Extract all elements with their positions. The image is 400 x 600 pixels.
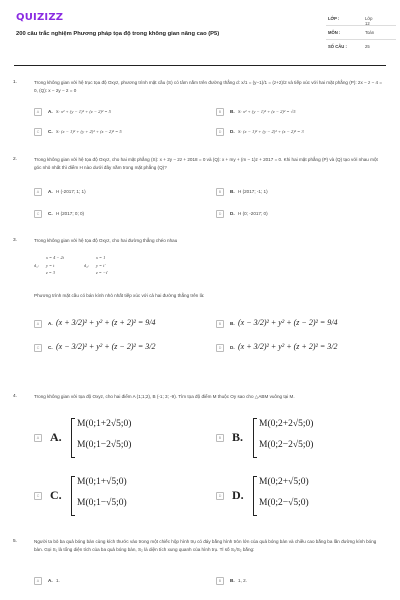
option-a[interactable] (34, 316, 204, 332)
option-line-1: M(0;1+√5;0) (77, 477, 127, 487)
option-letter: A. (48, 577, 53, 583)
option-checkbox[interactable]: B (216, 434, 224, 442)
quizizz-logo: QUIZIZZ (16, 12, 64, 23)
option-bracket (71, 476, 75, 516)
option-letter: A. (50, 430, 62, 444)
question-text: Trong không gian với tọa độ Oxyz, cho hai điểm A (1;1;2), B (-1; 3; -9). Tìm tọa độ điểm M thuộc Oy sao cho △ABM vuông tại M. (34, 394, 295, 399)
option-checkbox[interactable]: D (216, 344, 224, 352)
meta-divider (326, 39, 396, 40)
option-text: H (0; -2017; 0) (238, 210, 268, 216)
option-bracket (253, 418, 257, 458)
line-d1-system (34, 254, 64, 277)
line-d2-system (84, 254, 114, 277)
option-checkbox[interactable]: D (216, 210, 224, 218)
option-bracket (253, 476, 257, 516)
meta-divider (326, 25, 396, 26)
option-c[interactable] (34, 340, 204, 356)
option-d[interactable] (216, 474, 386, 518)
d1-name: d₁: (34, 262, 39, 268)
d2-eq-y: y = t' (96, 262, 106, 268)
option-checkbox[interactable]: C (34, 344, 42, 352)
d1-eq-z: z = 3 (46, 270, 56, 276)
option-formula: (x + 3/2)² + y² + (z + 2)² = 9/4 (56, 318, 156, 327)
option-bracket (71, 418, 75, 458)
option-formula: (x − 3/2)² + y² + (z − 2)² = 3/2 (56, 342, 156, 351)
meta-subject-label: MÔN : (328, 30, 341, 35)
option-letter: B. (230, 188, 235, 194)
option-letter: A. (48, 108, 53, 114)
option-d[interactable] (216, 208, 386, 219)
option-checkbox[interactable]: C (34, 210, 42, 218)
option-letter: C. (48, 128, 53, 134)
option-checkbox[interactable]: C (34, 128, 42, 136)
header-rule (14, 65, 386, 66)
option-checkbox[interactable]: B (216, 320, 224, 328)
option-letter: A. (48, 188, 53, 194)
option-letter: C. (48, 210, 53, 216)
question-number: 4. (13, 394, 18, 399)
option-b[interactable] (216, 316, 386, 332)
option-checkbox[interactable]: A (34, 188, 42, 196)
option-text: H (-2017; 1; 1) (56, 188, 86, 194)
option-checkbox[interactable]: B (216, 108, 224, 116)
option-line-2: M(0;2−2√5;0) (259, 440, 314, 450)
option-checkbox[interactable]: A (34, 577, 42, 585)
d2-name: d₂: (84, 262, 89, 268)
d2-eq-z: z = −t' (96, 270, 108, 276)
option-text: S: (x − 1)² + (y − 2)² + (z − 2)² = 3 (238, 128, 304, 134)
meta-class-value: Lớp 12 (365, 16, 373, 26)
d1-eq-y: y = t (46, 262, 55, 268)
meta-class-label: LỚP : (328, 16, 340, 21)
option-text: 1. (56, 577, 60, 583)
option-line-2: M(0;2−√5;0) (259, 498, 309, 508)
option-checkbox[interactable]: D (216, 492, 224, 500)
option-line-2: M(0;1−√5;0) (77, 498, 127, 508)
option-letter: B. (232, 430, 244, 444)
option-b[interactable] (216, 106, 386, 117)
question-text: Trong không gian với hệ trục tọa độ Oxyz, phương trình mặt cầu (S) có tâm nằm trên đường thẳng d: x/1 = (y−1)/1 = (z+2)/2 và tiếp xúc với hai mặt phẳng (P): 2x − z − 4 = 0, (Q): x − 2y − 2 = 0 (34, 80, 383, 93)
page-header (0, 0, 400, 68)
option-d[interactable] (216, 126, 386, 137)
option-letter: C. (48, 345, 53, 350)
option-letter: B. (230, 108, 235, 114)
option-letter: A. (48, 321, 53, 326)
meta-count-value: 25 (365, 44, 370, 49)
meta-count-label: SỐ CÂU : (328, 44, 347, 49)
option-text: S: (x − 1)² + (y + 2)² + (z − 2)² = 5 (56, 128, 122, 134)
question-subtext: Phương trình mặt cầu có bán kính nhỏ nhất tiếp xúc với cả hai đường thẳng trên là: (34, 293, 205, 298)
option-c[interactable] (34, 126, 204, 137)
option-checkbox[interactable]: A (34, 434, 42, 442)
d2-eq-x: x = 1 (96, 255, 106, 260)
option-letter: B. (230, 577, 235, 583)
option-checkbox[interactable]: D (216, 128, 224, 136)
option-letter: B. (230, 321, 235, 326)
option-checkbox[interactable]: A (34, 320, 42, 328)
question-number: 1. (13, 80, 18, 85)
option-formula: (x + 3/2)² + y² + (z + 2)² = 3/2 (238, 342, 338, 351)
question-text: Trong không gian với hệ tọa độ Oxyz, cho hai mặt phẳng (S): x + 2y − 2z + 2018 = 0 và (Q): x + my + (m − 1)z + 2017 = 0. Khi hai mặt phẳng (P) và (Q) tạo với nhau một góc nhỏ nhất thì điểm H nào dưới đây nằm trong mặt phẳng (Q)? (34, 157, 378, 170)
option-d[interactable] (216, 340, 386, 356)
question-text: Người ta bỏ ba quả bóng bàn cùng kích thước vào trong một chiếc hộp hình trụ có đáy bằng hình tròn lớn của quả bóng bàn và chiều cao bằng ba lần đường kính bóng bàn. Gọi S₁ là tổng diện tích của ba quả bóng bàn, S₂ là diện tích xung quanh của hình trụ. Tỉ số S₁/S₂ bằng: (34, 539, 377, 552)
option-text: H (2017; -1; 1) (238, 188, 268, 194)
option-b[interactable] (216, 416, 386, 460)
option-b[interactable] (216, 186, 386, 197)
option-letter: D. (230, 128, 235, 134)
option-a[interactable] (34, 186, 204, 197)
option-letter: C. (50, 488, 62, 502)
question-number: 5. (13, 539, 18, 544)
question-number: 3. (13, 238, 18, 243)
option-letter: D. (230, 345, 235, 350)
option-checkbox[interactable]: B (216, 188, 224, 196)
option-text: S: x² + (y − 1)² + (z − 2)² = √5 (238, 108, 296, 114)
option-checkbox[interactable]: A (34, 108, 42, 116)
option-checkbox[interactable]: C (34, 492, 42, 500)
option-b[interactable] (216, 575, 386, 586)
option-a[interactable] (34, 575, 204, 586)
option-line-1: M(0;1+2√5;0) (77, 419, 132, 429)
option-c[interactable] (34, 208, 204, 219)
meta-subject-value: Toán (365, 30, 375, 35)
option-c[interactable] (34, 474, 204, 518)
option-letter: D. (230, 210, 235, 216)
option-checkbox[interactable]: B (216, 577, 224, 585)
option-formula: (x − 3/2)² + y² + (z − 2)² = 9/4 (238, 318, 338, 327)
option-text: S: x² + (y − 1)² + (z − 2)² = 5 (56, 108, 111, 114)
option-a[interactable] (34, 416, 204, 460)
d1-eq-x: x = 4 − 2t (46, 255, 64, 260)
question-text: Trong không gian với hệ tọa độ Oxyz, cho hai đường thẳng chéo nhau (34, 238, 178, 243)
option-line-2: M(0;1−2√5;0) (77, 440, 132, 450)
option-a[interactable] (34, 106, 204, 117)
document-title: 200 câu trắc nghiệm Phương pháp tọa độ trong không gian nâng cao (P5) (16, 31, 220, 37)
question-number: 2. (13, 157, 18, 162)
option-line-1: M(0;2+2√5;0) (259, 419, 314, 429)
option-line-1: M(0;2+√5;0) (259, 477, 309, 487)
option-text: H (2017; 0; 0) (56, 210, 85, 216)
option-text: 1, 2. (238, 577, 247, 583)
option-letter: D. (232, 488, 244, 502)
